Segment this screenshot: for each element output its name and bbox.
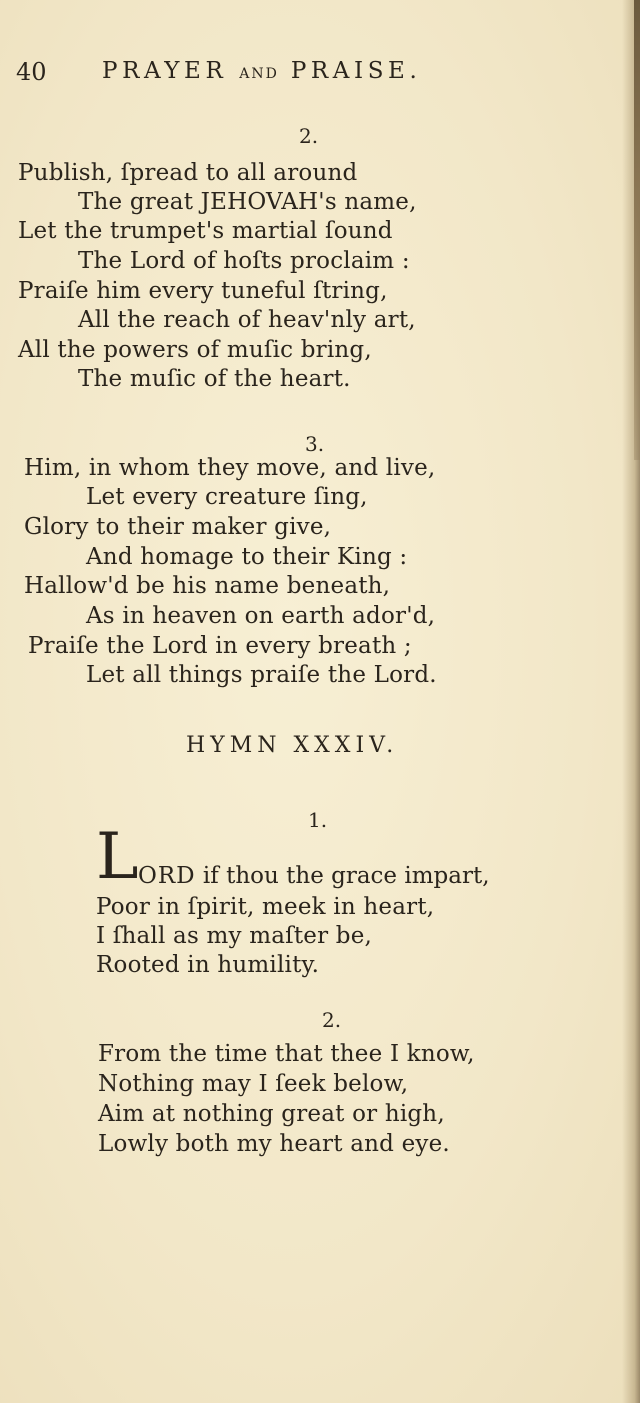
verse-line: All the powers of muſic bring, (18, 337, 372, 363)
verse-line: And homage to their King : (86, 544, 408, 570)
verse-line: Glory to their maker give, (24, 514, 332, 540)
verse-line: From the time that thee I know, (98, 1041, 475, 1067)
header-title-and: AND (239, 66, 279, 82)
verse-line: The muſic of the heart. (78, 366, 351, 392)
verse-line: As in heaven on earth ador'd, (86, 603, 436, 629)
verse-line: Poor in ſpirit, meek in heart, (96, 894, 435, 920)
first-word-caps: ORD (138, 863, 196, 889)
verse-line: The great JEHOVAH's name, (78, 189, 417, 215)
verse-line: I ſhall as my maſter be, (96, 923, 373, 949)
header-title-prayer: PRAYER (102, 58, 228, 84)
verse-line: Let every creature ſing, (86, 484, 368, 510)
page-edge-binding (634, 0, 640, 460)
verse-line: Aim at nothing great or high, (98, 1101, 445, 1127)
first-line-rest: if thou the grace impart, (195, 863, 490, 889)
verse-line: Lowly both my heart and eye. (98, 1131, 450, 1157)
hymn-title: HYMN XXXIV. (186, 733, 399, 758)
verse-line: Praiſe the Lord in every breath ; (28, 633, 412, 659)
verse-line: Hallow'd be his name beneath, (24, 573, 391, 599)
header-title-praise: PRAISE. (290, 58, 422, 84)
stanza-number: 3. (305, 432, 325, 456)
verse-line: Publish, ſpread to all around (18, 160, 358, 186)
drop-cap: L (96, 820, 139, 894)
verse-line: Praiſe him every tuneful ſtring, (18, 278, 388, 304)
verse-line: The Lord of hoſts proclaim : (78, 248, 410, 274)
stanza-number: 2. (299, 124, 319, 148)
stanza-number: 2. (322, 1008, 342, 1032)
verse-line: Let the trumpet's martial ſound (18, 218, 393, 244)
page-number: 40 (16, 58, 47, 86)
verse-line-first (138, 862, 490, 890)
verse-line: All the reach of heav'nly art, (78, 307, 416, 333)
stanza-number: 1. (308, 808, 328, 832)
verse-line: Rooted in humility. (96, 952, 320, 978)
running-header (102, 56, 421, 89)
verse-line: Him, in whom they move, and live, (24, 455, 436, 481)
verse-line: Let all things praiſe the Lord. (86, 662, 437, 688)
verse-line: Nothing may I ſeek below, (98, 1071, 409, 1097)
